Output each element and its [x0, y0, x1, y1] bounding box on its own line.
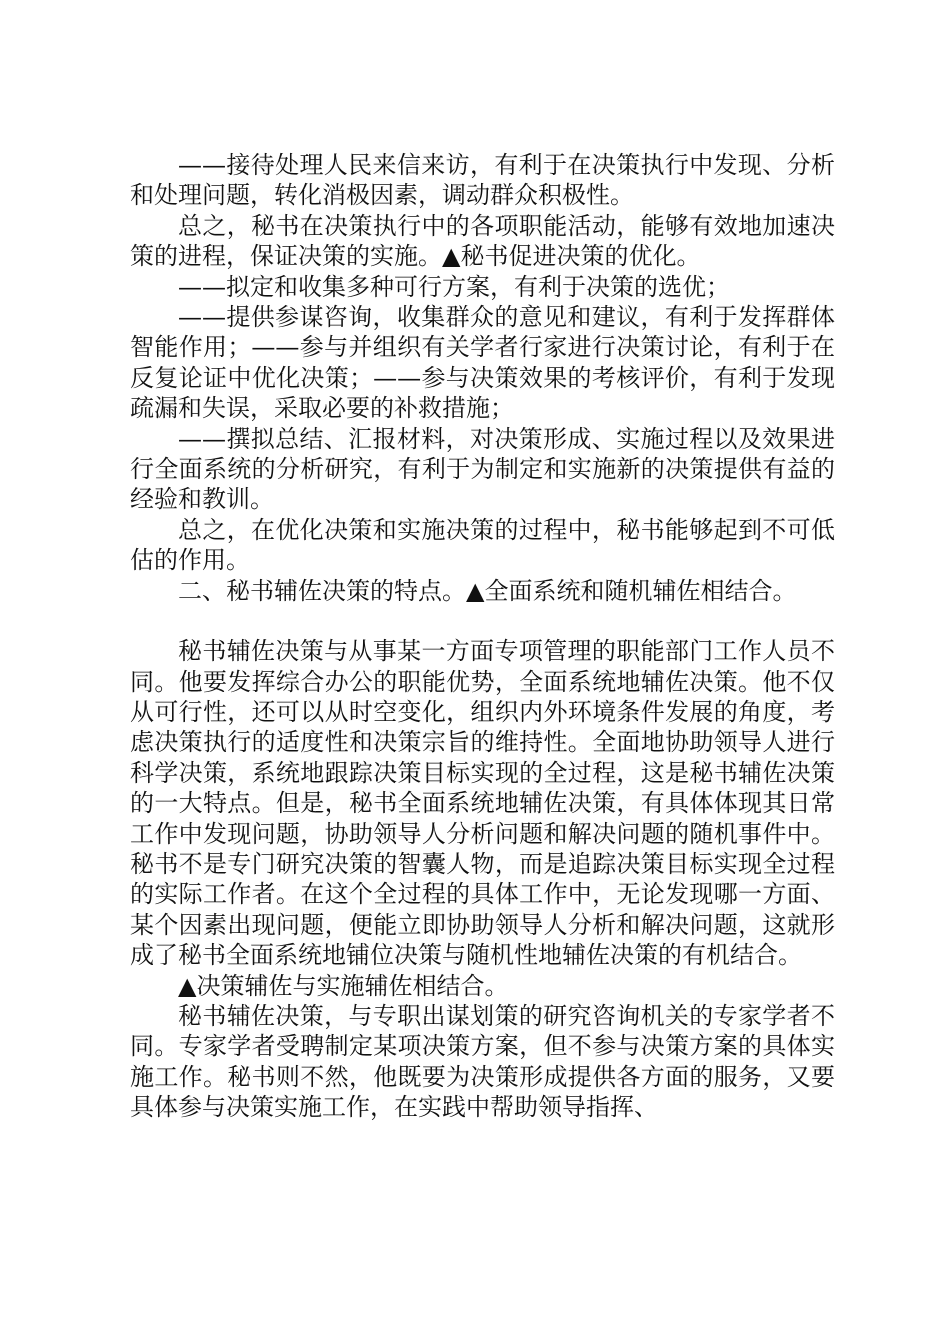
paragraph-draft-plans: ——拟定和收集多种可行方案，有利于决策的选优； [178, 272, 730, 301]
document-body [130, 150, 835, 1123]
paragraph-comprehensive-assistance: 秘书辅佐决策与从事某一方面专项管理的职能部门工作人员不同。他要发挥综合办公的职能优势，全面系统地辅佐决策。他不仅从可行性，还可以从时空变化，组织内外环境条件发展的角度，考虑决策执行的适度性和决策宗旨的维持性。全面地协助领导人进行科学决策，系统地跟踪决策目标实现的全过程，这是秘书辅佐决策的一大特点。但是，秘书全面系统地辅佐决策，有具体体现其日常工作中发现问题，协助领导人分析问题和解决问题的随机事件中。秘书不是专门研究决策的智囊人物，而是追踪决策目标实现全过程的实际工作者。在这个全过程的具体工作中，无论发现哪一方面、某个因素出现问题，便能立即协助领导人分析和解决问题，这就形成了秘书全面系统地铺位决策与随机性地辅佐决策的有机结合。 [130, 637, 835, 970]
subheading-decision-implementation: ▲决策辅佐与实施辅佐相结合。 [178, 971, 509, 1000]
paragraph-summary-optimization: 总之，在优化决策和实施决策的过程中，秘书能够起到不可低估的作用。 [130, 515, 835, 575]
paragraph-advisory: ——提供参谋咨询，收集群众的意见和建议，有利于发挥群体智能作用；——参与并组织有关学者行家进行决策讨论，有利于在反复论证中优化决策；——参与决策效果的考核评价，有利于发现疏漏和失误，采取必要的补救措施； [130, 303, 835, 423]
paragraph-letters-visits: ——接待处理人民来信来访，有利于在决策执行中发现、分析和处理问题，转化消极因素，调动群众积极性。 [130, 151, 835, 210]
section-heading-characteristics: 二、秘书辅佐决策的特点。▲全面系统和随机辅佐相结合。 [178, 576, 797, 605]
paragraph-reports: ——撰拟总结、汇报材料，对决策形成、实施过程以及效果进行全面系统的分析研究，有利于为制定和实施新的决策提供有益的经验和教训。 [130, 424, 835, 514]
paragraph-experts-comparison: 秘书辅佐决策，与专职出谋划策的研究咨询机关的专家学者不同。专家学者受聘制定某项决策方案，但不参与决策方案的具体实施工作。秘书则不然，他既要为决策形成提供各方面的服务，又要具体参与决策实施工作，在实践中帮助领导指挥、 [130, 1001, 835, 1122]
paragraph-spacer [130, 606, 835, 636]
paragraph-summary-execution: 总之，秘书在决策执行中的各项职能活动，能够有效地加速决策的进程，保证决策的实施。▲秘书促进决策的优化。 [130, 211, 835, 271]
